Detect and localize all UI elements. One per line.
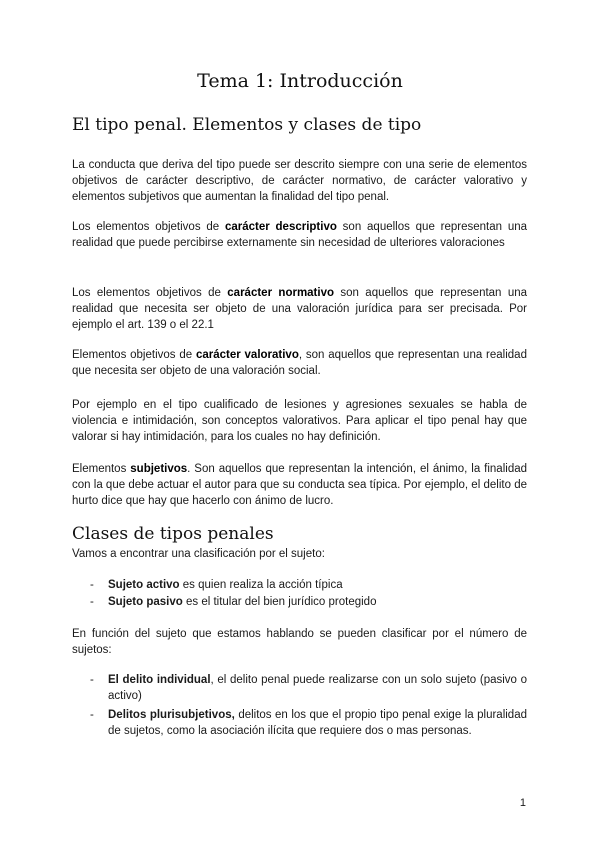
page-number: 1 [519, 797, 526, 809]
paragraph-clasificacion: Vamos a encontrar una clasificación por el sujeto: [72, 548, 325, 560]
paragraph-valorativo: Elementos objetivos de carácter valorativo, son aquellos que representan una realidad que necesita ser objeto de una valoración social. [72, 349, 527, 377]
paragraph-intro: La conducta que deriva del tipo puede ser descrito siempre con una serie de elementos objetivos de carácter descriptivo, de carácter normativo, de carácter valorativo y elementos subjetivos que aumentan la finalidad del tipo penal. [72, 159, 527, 203]
section-heading-clases: Clases de tipos penales [72, 524, 274, 544]
paragraph-numero-sujetos: En función del sujeto que estamos hablando se pueden clasificar por el número de sujetos: [72, 628, 527, 656]
list-item: - Delitos plurisubjetivos, delitos en los que el propio tipo penal exige la pluralidad de sujetos, como la asociación ilícita que requiere dos o mas personas. [90, 709, 527, 737]
list-item: - El delito individual, el delito penal puede realizarse con un solo sujeto (pasivo o activo) [90, 674, 527, 702]
paragraph-normativo: Los elementos objetivos de carácter normativo son aquellos que representan una realidad que necesita ser objeto de una valoración jurídica para ser precisada. Por ejemplo el art. 139 o el 22.1 [72, 287, 528, 331]
page-title: Tema 1: Introducción [197, 70, 403, 92]
paragraph-descriptivo: Los elementos objetivos de carácter descriptivo son aquellos que representan una realidad que puede percibirse externamente sin necesidad de ulteriores valoraciones [72, 221, 528, 249]
section-heading-tipo-penal: El tipo penal. Elementos y clases de tipo [72, 115, 422, 135]
paragraph-subjetivos: Elementos subjetivos. Son aquellos que representan la intención, el ánimo, la finalidad con la que debe actuar el autor para que su conducta sea típica. Por ejemplo, el delito de hurto dice que hay que hacerlo con ánimo de lucro. [72, 463, 528, 507]
list-item: - Sujeto activo es quien realiza la acción típica [90, 579, 343, 591]
paragraph-ejemplo: Por ejemplo en el tipo cualificado de lesiones y agresiones sexuales se habla de violencia e intimidación, son conceptos valorativos. Para aplicar el tipo penal hay que valorar si hay intimidación, para los cuales no hay definición. [72, 399, 527, 443]
list-item: - Sujeto pasivo es el titular del bien jurídico protegido [90, 596, 377, 608]
list-delitos [90, 672, 527, 742]
list-sujetos [90, 577, 527, 611]
